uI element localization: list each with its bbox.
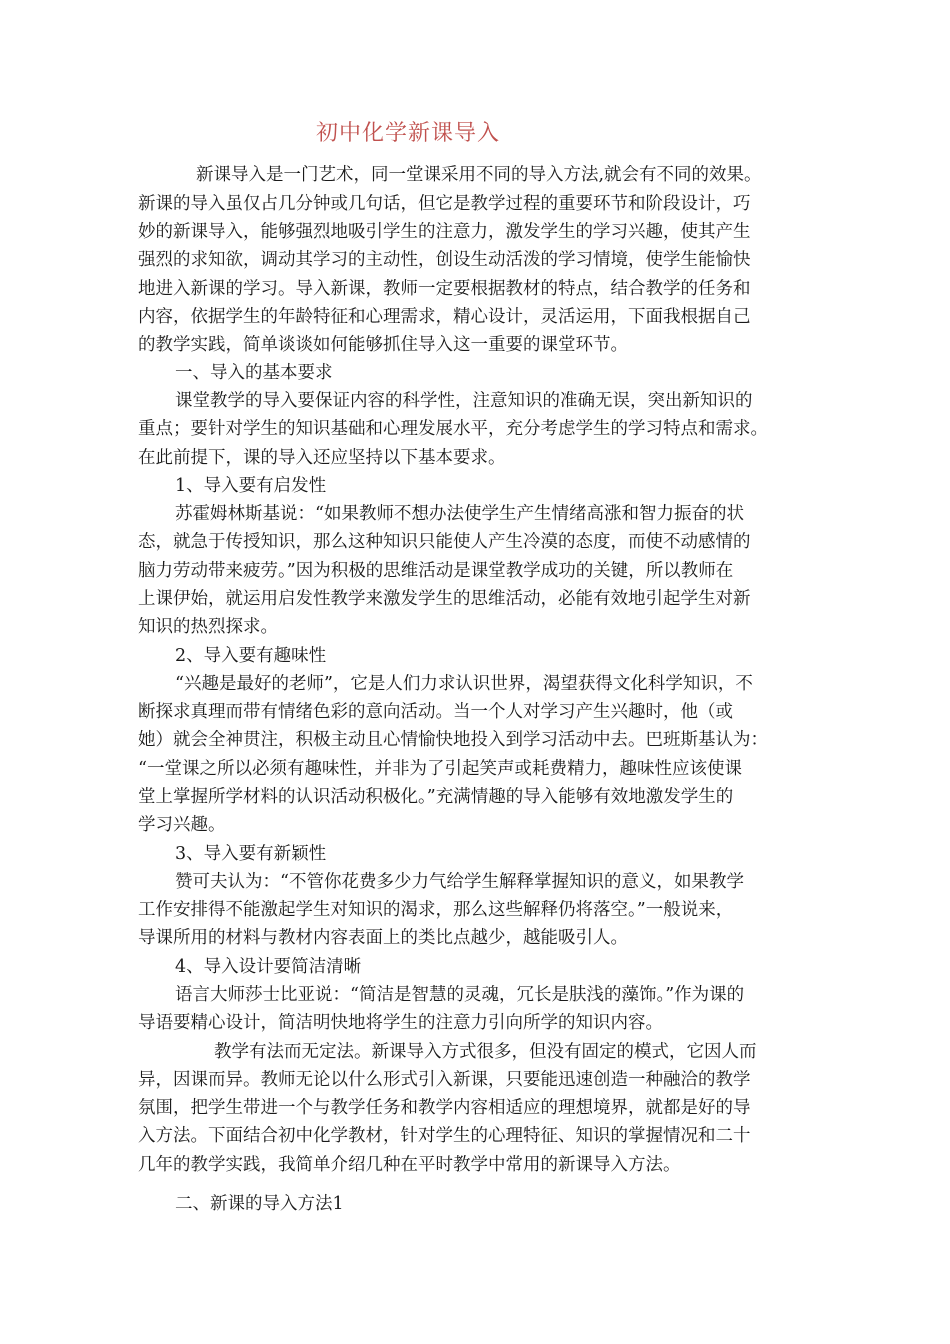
paragraph-line: 语言大师莎士比亚说：“简洁是智慧的灵魂，冗长是肤浅的藻饰。”作为课的	[175, 985, 745, 1005]
paragraph-line: 导语要精心设计，简洁明快地将学生的注意力引向所学的知识内容。	[138, 1013, 663, 1033]
paragraph-line: 导课所用的材料与教材内容表面上的类比点越少，越能吸引人。	[138, 928, 628, 948]
subsection-heading: 2、导入要有趣味性	[175, 646, 327, 666]
section-heading: 一、导入的基本要求	[175, 363, 333, 383]
paragraph-line: 学习兴趣。	[138, 815, 226, 835]
paragraph-line: 上课伊始，就运用启发性教学来激发学生的思维活动，必能有效地引起学生对新	[138, 589, 751, 609]
paragraph-line: 内容，依据学生的年龄特征和心理需求，精心设计，灵活运用，下面我根据自己	[138, 307, 751, 327]
paragraph-line: 在此前提下，课的导入还应坚持以下基本要求。	[138, 448, 506, 468]
section-heading: 二、新课的导入方法1	[175, 1194, 344, 1214]
subsection-heading: 1、导入要有启发性	[175, 476, 327, 496]
paragraph-line: 苏霍姆林斯基说：“如果教师不想办法使学生产生情绪高涨和智力振奋的状	[175, 504, 744, 524]
paragraph-line: 入方法。下面结合初中化学教材，针对学生的心理特征、知识的掌握情况和二十	[138, 1126, 751, 1146]
paragraph-line: 新课的导入虽仅占几分钟或几句话，但它是教学过程的重要环节和阶段设计，巧	[138, 194, 751, 214]
paragraph-line: “兴趣是最好的老师”，它是人们力求认识世界，渴望获得文化科学知识，不	[175, 674, 753, 694]
paragraph-line: 工作安排得不能激起学生对知识的渴求，那么这些解释仍将落空。”一般说来，	[138, 900, 734, 920]
paragraph-line: 她）就会全神贯注，积极主动且心情愉快地投入到学习活动中去。巴班斯基认为：	[138, 730, 768, 750]
paragraph-line: 几年的教学实践，我简单介绍几种在平时教学中常用的新课导入方法。	[138, 1155, 681, 1175]
paragraph-line: 地进入新课的学习。导入新课，教师一定要根据教材的特点，结合教学的任务和	[138, 279, 751, 299]
paragraph-line: 妙的新课导入，能够强烈地吸引学生的注意力，激发学生的学习兴趣，使其产生	[138, 222, 751, 242]
paragraph-line: 知识的热烈探求。	[138, 617, 278, 637]
paragraph-line: 的教学实践，简单谈谈如何能够抓住导入这一重要的课堂环节。	[138, 335, 628, 355]
paragraph-line: 赞可夫认为：“不管你花费多少力气给学生解释掌握知识的意义，如果教学	[175, 872, 744, 892]
paragraph-line: 堂上掌握所学材料的认识活动积极化。”充满情趣的导入能够有效地激发学生的	[138, 787, 734, 807]
document-title: 初中化学新课导入	[316, 121, 501, 146]
paragraph-line: 教学有法而无定法。新课导入方式很多，但没有固定的模式，它因人而	[214, 1042, 757, 1062]
paragraph-line: “一堂课之所以必须有趣味性，并非为了引起笑声或耗费精力，趣味性应该使课	[138, 759, 742, 779]
paragraph-line: 异，因课而异。教师无论以什么形式引入新课，只要能迅速创造一种融洽的教学	[138, 1070, 751, 1090]
subsection-heading: 3、导入要有新颖性	[175, 844, 327, 864]
paragraph-line: 脑力劳动带来疲劳。”因为积极的思维活动是课堂教学成功的关键，所以教师在	[138, 561, 734, 581]
paragraph-line: 断探求真理而带有情绪色彩的意向活动。当一个人对学习产生兴趣时，他（或	[138, 702, 733, 722]
subsection-heading: 4、导入设计要简洁清晰	[175, 957, 362, 977]
paragraph-line: 氛围，把学生带进一个与教学任务和教学内容相适应的理想境界，就都是好的导	[138, 1098, 751, 1118]
paragraph-line: 强烈的求知欲，调动其学习的主动性，创设生动活泼的学习情境，使学生能愉快	[138, 250, 751, 270]
paragraph-line: 态，就急于传授知识，那么这种知识只能使人产生冷漠的态度，而使不动感情的	[138, 532, 751, 552]
paragraph-line: 课堂教学的导入要保证内容的科学性，注意知识的准确无误，突出新知识的	[175, 391, 753, 411]
paragraph-line: 新课导入是一门艺术，同一堂课采用不同的导入方法,就会有不同的效果。	[196, 165, 762, 185]
paragraph-line: 重点；要针对学生的知识基础和心理发展水平，充分考虑学生的学习特点和需求。	[138, 419, 768, 439]
